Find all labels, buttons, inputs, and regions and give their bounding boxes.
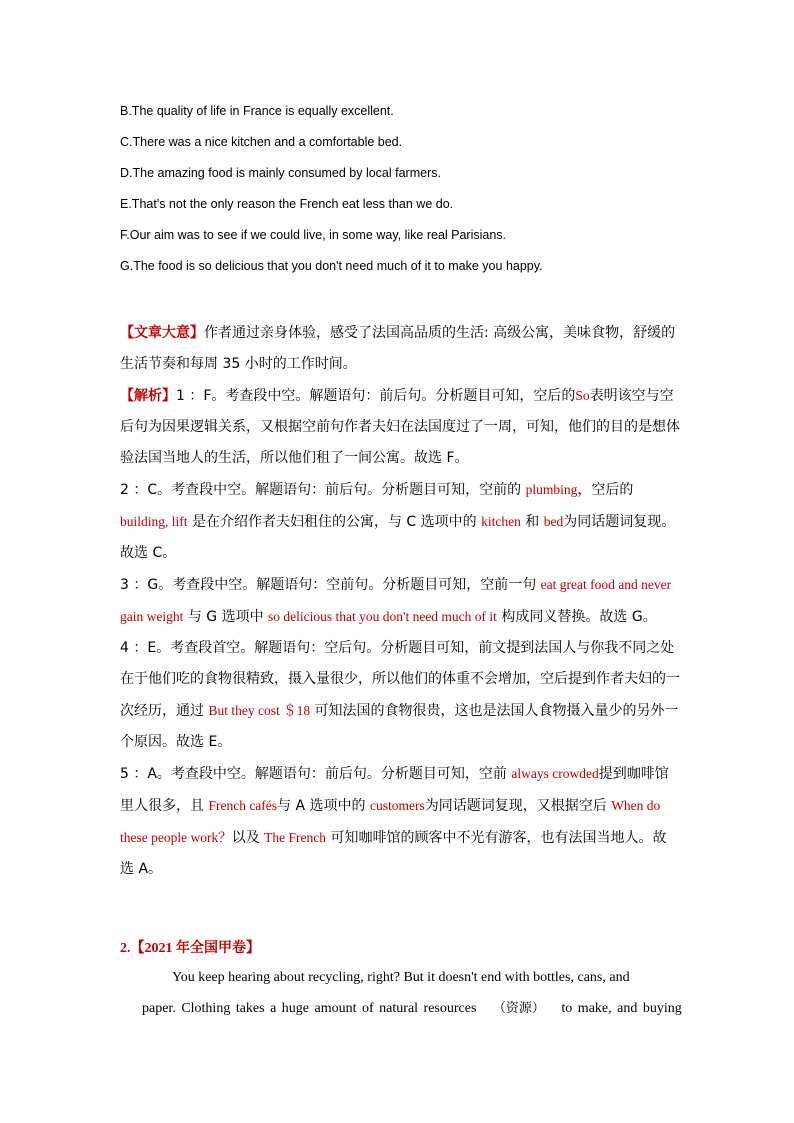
summary-label: 【文章大意】 [120,325,204,341]
answer-3 [120,569,680,633]
passage-line-2 [120,993,682,1024]
question-2-title: 2.【2021 年全国甲卷】 [120,941,260,956]
answer-2-text-3: 和 [525,514,540,530]
answer-2-keyword-3: kitchen [481,514,521,529]
answer-2-text-2: 是在介绍作者夫妇租住的公寓，与 C 选项中的 [191,514,477,530]
option-f: F.Our aim was to see if we could live, in some way, like real Parisians. [120,228,507,242]
answer-5-text-4: 以及 [231,830,260,846]
option-g: G.The food is so delicious that you don't need much of it to make you happy. [120,259,543,273]
answer-5-keyword-1: always crowded [511,766,599,781]
answer-2-keyword-4: bed [543,514,564,529]
answer-2-text-1: ，空后的 [577,482,634,498]
answer-5-text-2: 与 A 选项中的 [277,798,366,814]
passage-line-2-start: paper. Clothing takes a huge amount of natural resources [142,1001,477,1016]
answer-5-keyword-5: The French [264,830,327,845]
summary-text: 作者通过亲身体验，感受了法国高品质的生活: 高级公寓，美味食物，舒缓的生活节奏和每周 35 小时的工作时间。 [120,325,676,372]
answer-2-keyword-2: building, lift [120,514,188,529]
answer-2-head: 2 ：C。考查段中空。解题语句：前后句。分析题目可知，空前的 [120,482,522,498]
answer-options [120,100,680,286]
answer-5-tail: 可知咖啡馆的顾客中不光有游客，也有法国当地人。故选 A。 [120,830,667,877]
answer-1 [120,380,680,474]
answer-3-head: 3 ：G。考查段中空。解题语句：空前句。分析题目可知，空前一句 [120,577,537,593]
answer-4-head: 4 ：E。考查段首空。解题语句：空后句。分析题目可知，前文提到法国人与你我不同之处在于他们吃的食物很精致，摄入量很少，所以他们的体重不会增加，空后提到作者夫妇的一次经历，通过 [120,640,680,719]
answer-1-keyword: So [575,388,590,403]
summary-paragraph [120,318,680,380]
answer-5-keyword-2: French cafés [208,798,278,813]
answer-5-head: 5 ：A。考查段中空。解题语句：前后句。分析题目可知，空前 [120,766,507,782]
passage-line-1: You keep hearing about recycling, right? But it doesn't end with bottles, cans, and [172,970,630,985]
passage-line-2-end: to make, and buying [561,1001,682,1016]
option-c: C.There was a nice kitchen and a comfortable bed. [120,135,403,149]
answer-4 [120,633,680,758]
answer-4-keyword: But they cost ＄18 [208,703,311,718]
analysis-section [120,318,680,885]
answer-5-text-3: 为同话题词复现，又根据空后 [424,798,607,814]
answer-3-keyword-1: eat great food and never gain weight [120,577,672,624]
explanation-label: 【解析】 [120,388,176,404]
answer-2 [120,474,680,569]
answer-2-keyword-1: plumbing [525,482,578,497]
answer-2-tail: 为同话题词复现。故选 C。 [120,514,676,561]
answer-5-keyword-3: customers [369,798,425,813]
answer-3-text: 与 G 选项中 [187,609,264,625]
answer-3-keyword-2: so delicious that you don't need much of it [268,609,497,624]
question-2-passage [120,962,682,1024]
answer-5-text-1: 提到咖啡馆里人很多，且 [120,766,669,814]
answer-3-tail: 构成同义替换。故选 G。 [501,609,657,625]
option-e: E.That's not the only reason the French eat less than we do. [120,197,454,211]
answer-1-head: 1 ：F。考查段中空。解题语句：前后句。分析题目可知，空后的 [176,388,576,404]
answer-5 [120,758,680,885]
option-d: D.The amazing food is mainly consumed by local farmers. [120,166,441,180]
answer-5-keyword-4: When do these people work？ [120,798,661,845]
answer-1-text: 表明该空与空后句为因果逻辑关系，又根据空前句作者夫妇在法国度过了一周，可知，他们的目的是想体验法国当地人的生活，所以他们租了一间公寓。故选 F。 [120,388,680,466]
passage-gloss: （资源） [492,1001,545,1016]
answer-4-tail: 可知法国的食物很贵，这也是法国人食物摄入量少的另外一个原因。故选 E。 [120,703,679,750]
option-b: B.The quality of life in France is equally excellent. [120,104,394,118]
